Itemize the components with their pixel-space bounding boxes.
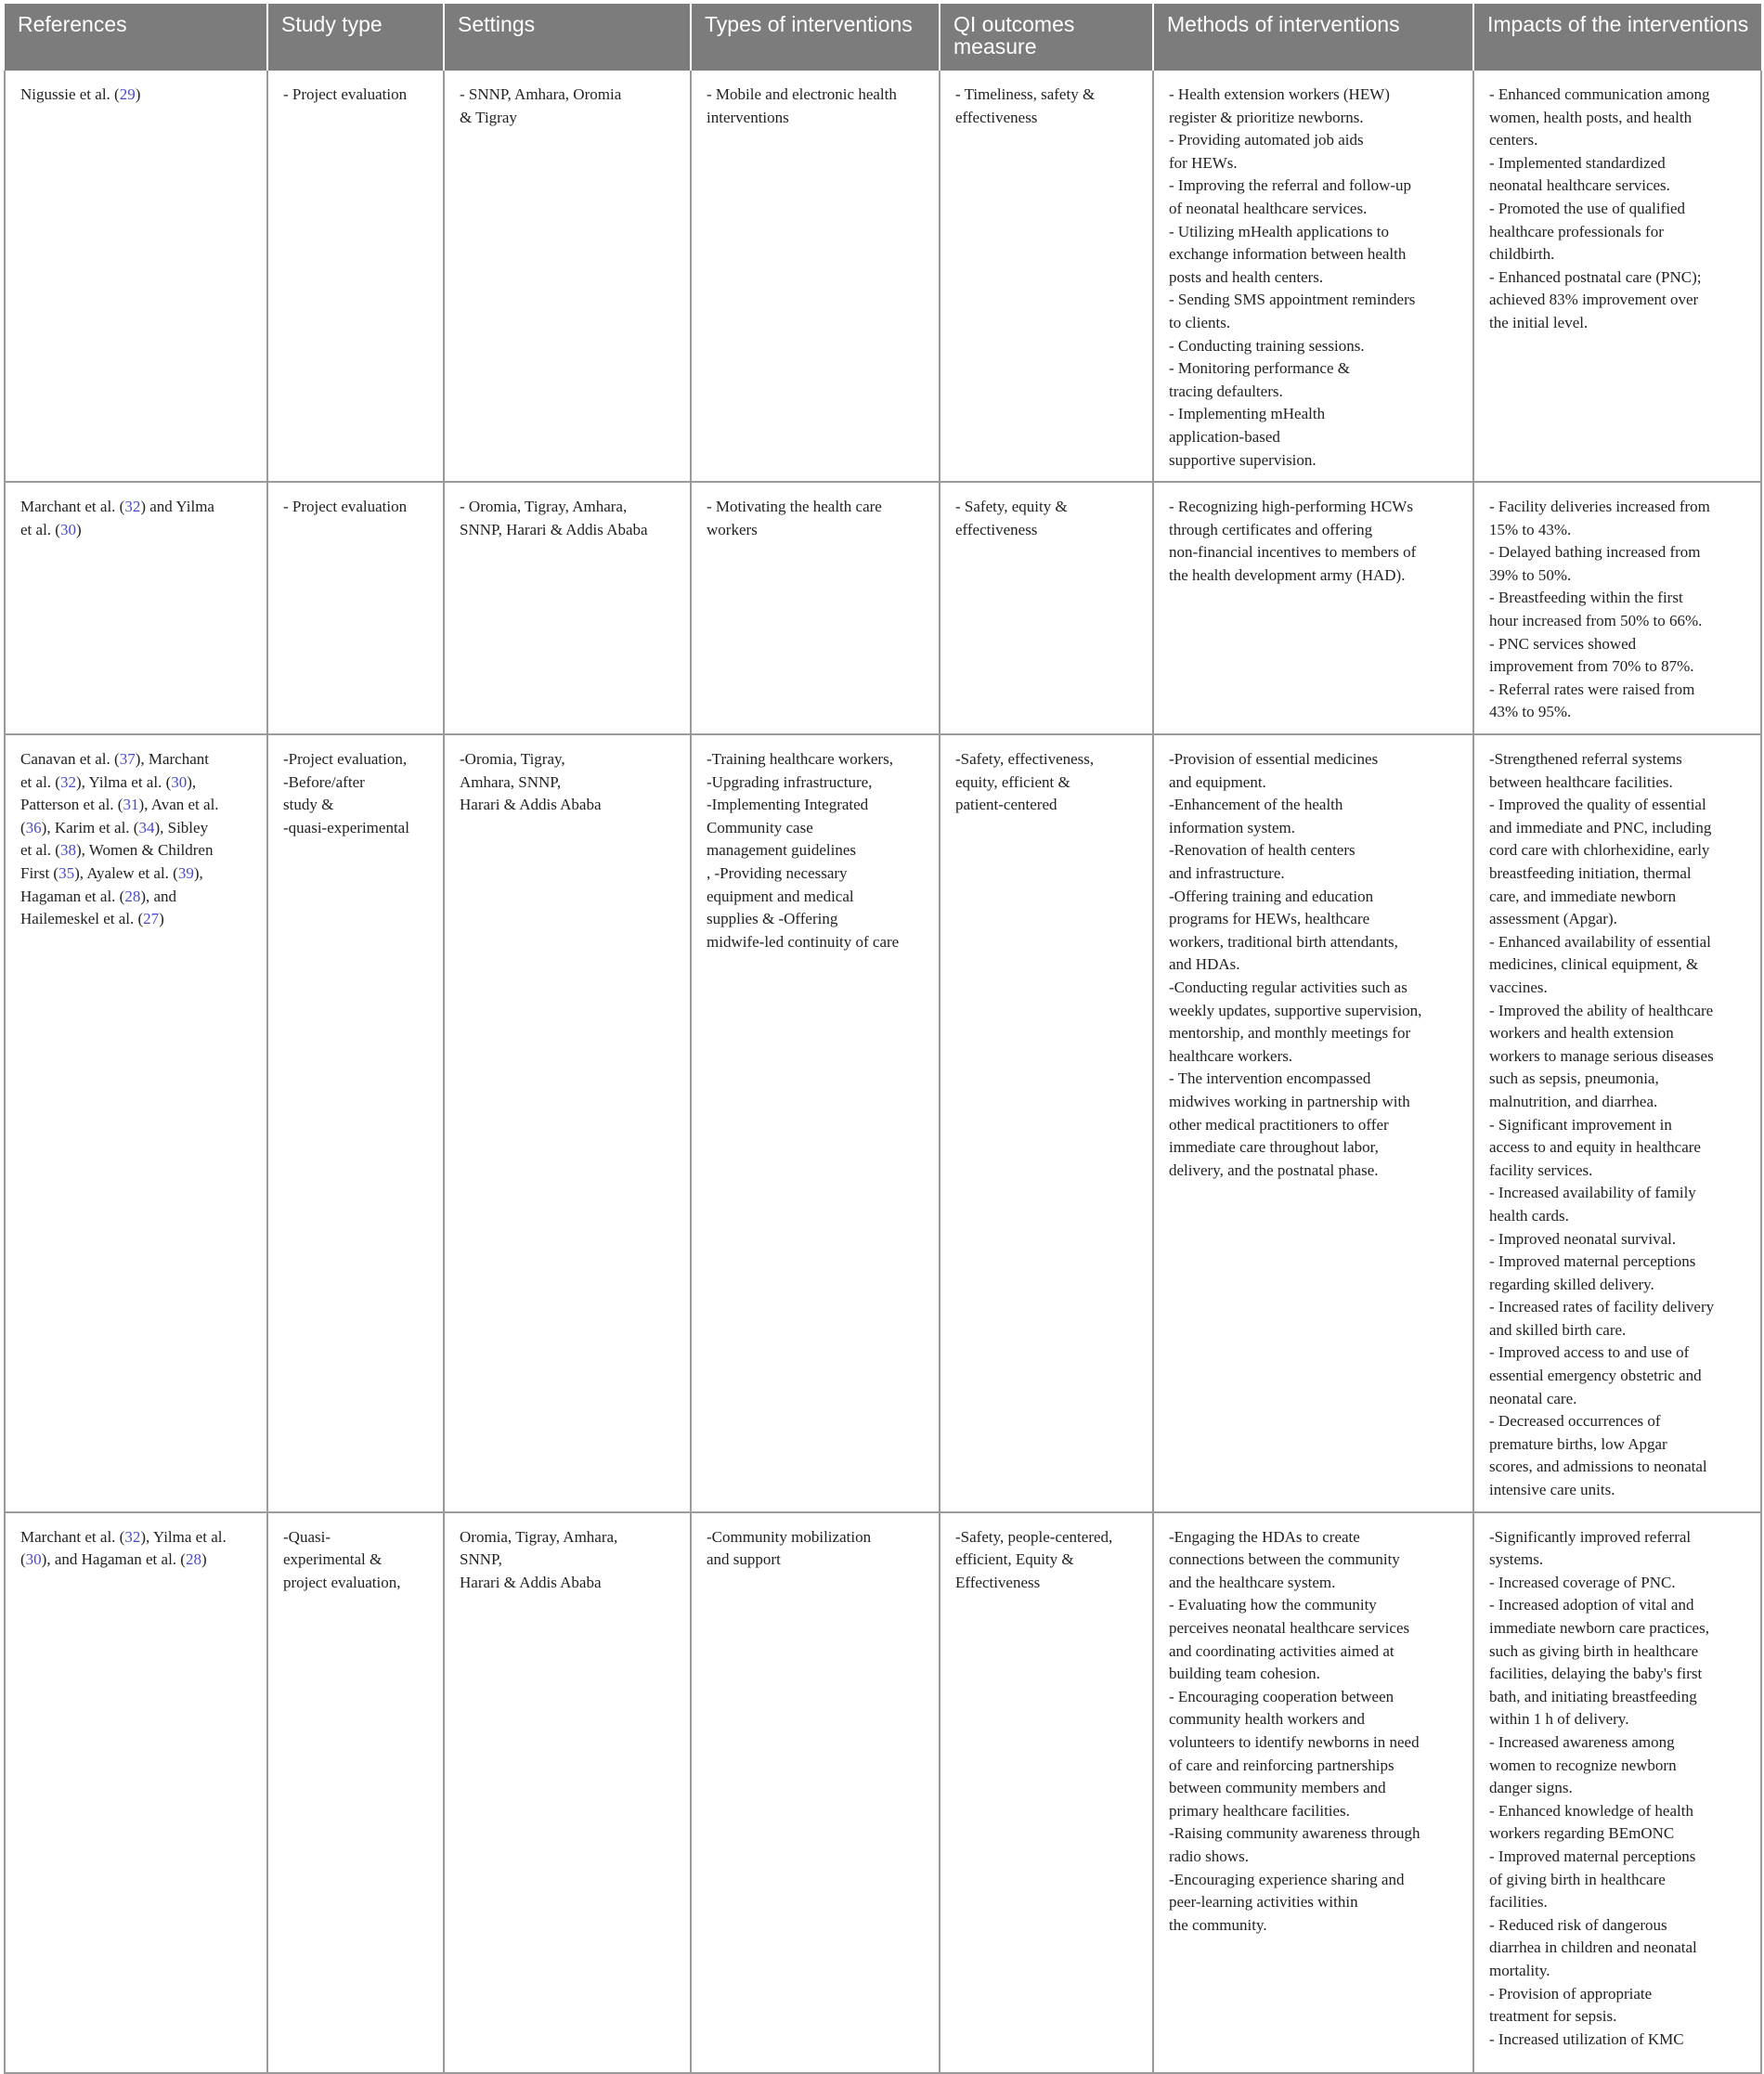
cell-line: weekly updates, supportive supervision, (1169, 1001, 1422, 1019)
cell-line: -Upgrading infrastructure, (707, 772, 873, 791)
reference-text: Nigussie et al. ( (20, 85, 120, 103)
cell-line: within 1 h of delivery. (1489, 1710, 1629, 1729)
cell-line: scores, and admissions to neonatal (1489, 1458, 1707, 1476)
cell-line: - Improved maternal perceptions (1489, 1252, 1696, 1271)
reference-line (20, 84, 257, 107)
methods-cell (1153, 71, 1473, 482)
cell-line: - Increased rates of facility delivery (1489, 1298, 1715, 1316)
interventions-cell (691, 482, 940, 734)
citation-link[interactable]: 39 (177, 864, 194, 882)
cell-line: - Mobile and electronic health (707, 85, 897, 103)
citation-link[interactable]: 34 (138, 818, 155, 836)
citation-link[interactable]: 28 (124, 887, 141, 905)
cell-line: 43% to 95%. (1489, 703, 1572, 721)
table-row (5, 71, 1761, 482)
cell-line: - Improved the quality of essential (1489, 796, 1706, 814)
cell-line: - Monitoring performance & (1169, 359, 1350, 378)
cell-line: - Increased availability of family (1489, 1184, 1696, 1202)
reference-text: ), Marchant (135, 750, 209, 769)
cell-line: and immediate and PNC, including (1489, 818, 1712, 836)
cell-line: -Before/after (283, 772, 365, 791)
cell-line: - The intervention encompassed (1169, 1069, 1371, 1088)
cell-line: peer-learning activities within (1169, 1893, 1358, 1912)
cell-line: equity, efficient & (955, 772, 1070, 791)
cell-line: and support (707, 1550, 781, 1569)
cell-line: workers regarding BEmONC (1489, 1824, 1675, 1843)
header-types-of-interventions: Types of interventions (691, 4, 940, 71)
header-settings: Settings (444, 4, 691, 71)
table-body (5, 71, 1761, 2073)
citation-link[interactable]: 32 (124, 498, 141, 516)
cell-line: connections between the community (1169, 1550, 1400, 1569)
cell-line: - Reduced risk of dangerous (1489, 1915, 1667, 1934)
cell-line: -quasi-experimental (283, 818, 409, 836)
outcomes-cell (940, 482, 1153, 734)
cell-line: - Increased utilization of KMC (1489, 2029, 1684, 2048)
cell-line: - Sending SMS appointment reminders (1169, 291, 1416, 309)
table-row (5, 734, 1761, 1512)
cell-line: midwife-led continuity of care (707, 932, 900, 951)
cell-line: systems. (1489, 1550, 1544, 1569)
cell-line: premature births, low Apgar (1489, 1434, 1667, 1453)
cell-line: experimental & (283, 1550, 383, 1569)
reference-line (20, 794, 257, 817)
reference-text: et al. ( (20, 520, 60, 538)
cell-line: between community members and (1169, 1779, 1386, 1797)
cell-line: - Encouraging cooperation between (1169, 1687, 1394, 1705)
cell-line: and equipment. (1169, 772, 1266, 791)
cell-line: - Improved maternal perceptions (1489, 1847, 1696, 1865)
reference-line (20, 748, 257, 771)
reference-text: ), (187, 772, 197, 791)
cell-line: tracing defaulters. (1169, 382, 1283, 400)
cell-line: access to and equity in healthcare (1489, 1138, 1701, 1157)
impacts-cell (1473, 482, 1761, 734)
cell-line: delivery, and the postnatal phase. (1169, 1160, 1379, 1179)
cell-line: -Community mobilization (707, 1527, 872, 1546)
cell-line: cord care with chlorhexidine, early (1489, 841, 1710, 860)
cell-line: health cards. (1489, 1206, 1569, 1225)
reference-text: ) (135, 85, 141, 103)
cell-line: - Significant improvement in (1489, 1115, 1672, 1134)
cell-line: malnutrition, and diarrhea. (1489, 1092, 1658, 1110)
cell-line: - Enhanced communication among (1489, 85, 1710, 103)
cell-line: - PNC services showed (1489, 634, 1637, 653)
citation-link[interactable]: 30 (25, 1550, 42, 1569)
cell-line: childbirth. (1489, 245, 1555, 264)
cell-line: danger signs. (1489, 1779, 1573, 1797)
cell-line: and coordinating activities aimed at (1169, 1641, 1394, 1660)
cell-line: women to recognize newborn (1489, 1756, 1677, 1774)
cell-line: - Project evaluation (283, 498, 408, 516)
citation-link[interactable]: 37 (119, 750, 136, 769)
reference-text: ) (201, 1550, 207, 1569)
table-container (4, 4, 1760, 2048)
reference-line (20, 519, 257, 542)
cell-line: mortality. (1489, 1961, 1550, 1979)
cell-line: facilities, delaying the baby's first (1489, 1665, 1703, 1683)
reference-text: ), Avan et al. (138, 796, 219, 814)
reference-text: ), (193, 864, 203, 882)
header-methods-of-interventions: Methods of interventions (1153, 4, 1473, 71)
cell-line: - Improving the referral and follow-up (1169, 176, 1412, 195)
cell-line: - Provision of appropriate (1489, 1984, 1653, 2003)
cell-line: - Enhanced knowledge of health (1489, 1801, 1693, 1820)
cell-line: - Breastfeeding within the first (1489, 589, 1683, 607)
cell-line: posts and health centers. (1169, 267, 1324, 286)
cell-line: - Decreased occurrences of (1489, 1412, 1661, 1431)
cell-line: - Improved neonatal survival. (1489, 1229, 1677, 1248)
cell-line: - Delayed bathing increased from (1489, 543, 1701, 562)
cell-line: - Improved the ability of healthcare (1489, 1001, 1714, 1019)
cell-line: immediate care throughout labor, (1169, 1138, 1379, 1157)
outcomes-cell (940, 71, 1153, 482)
reference-text: ), Yilma et al. ( (75, 772, 172, 791)
cell-line: immediate newborn care practices, (1489, 1619, 1709, 1637)
cell-line: care, and immediate newborn (1489, 887, 1677, 905)
cell-line: - Utilizing mHealth applications to (1169, 222, 1390, 240)
cell-line: -Quasi- (283, 1527, 331, 1546)
citation-link[interactable]: 27 (143, 910, 160, 928)
reference-text: ), Karim et al. ( (41, 818, 139, 836)
cell-line: supportive supervision. (1169, 450, 1317, 469)
study-type-cell (267, 734, 444, 1512)
cell-line: -Offering training and education (1169, 887, 1374, 905)
reference-line (20, 771, 257, 795)
reference-line (20, 886, 257, 909)
cell-line: - Implemented standardized (1489, 153, 1666, 172)
reference-line (20, 862, 257, 886)
reference-text: et al. ( (20, 841, 60, 860)
header-qi-outcomes-measure: QI outcomes measure (940, 4, 1153, 71)
header-impacts: Impacts of the interventions (1473, 4, 1761, 71)
cell-line: Harari & Addis Ababa (460, 1573, 602, 1591)
citation-link[interactable]: 28 (185, 1550, 201, 1569)
table-row (5, 1512, 1761, 2073)
settings-cell (444, 71, 691, 482)
outcomes-cell (940, 1512, 1153, 2073)
cell-line: diarrhea in children and neonatal (1489, 1938, 1697, 1957)
cell-line: - Enhanced availability of essential (1489, 932, 1711, 951)
citation-link[interactable]: 35 (58, 864, 75, 882)
cell-line: - Conducting training sessions. (1169, 336, 1365, 355)
cell-line: for HEWs. (1169, 153, 1238, 172)
cell-line: equipment and medical (707, 887, 854, 905)
citation-link[interactable]: 29 (119, 85, 136, 103)
cell-line: intensive care units. (1489, 1481, 1615, 1499)
cell-line: achieved 83% improvement over (1489, 291, 1699, 309)
reference-text: Canavan et al. ( (20, 750, 120, 769)
settings-cell (444, 734, 691, 1512)
header-row (5, 4, 1761, 71)
reference-text: ), and Hagaman et al. ( (41, 1550, 186, 1569)
cell-line: - Implementing mHealth (1169, 405, 1326, 423)
reference-text: Hailemeskel et al. ( (20, 910, 144, 928)
cell-line: workers, traditional birth attendants, (1169, 932, 1398, 951)
reference-text: ), Women & Children (75, 841, 214, 860)
cell-line: neonatal healthcare services. (1489, 176, 1670, 195)
cell-line: - Providing automated job aids (1169, 131, 1364, 149)
cell-line: mentorship, and monthly meetings for (1169, 1024, 1411, 1043)
cell-line: treatment for sepsis. (1489, 2007, 1617, 2026)
cell-line: -Oromia, Tigray, (460, 750, 565, 769)
cell-line: SNNP, Harari & Addis Ababa (460, 520, 648, 538)
cell-line: and skilled birth care. (1489, 1320, 1627, 1339)
reference-text: ), Ayalew et al. ( (74, 864, 178, 882)
cell-line: through certificates and offering (1169, 520, 1373, 538)
reference-text: First ( (20, 864, 59, 882)
interventions-cell (691, 71, 940, 482)
reference-text: ( (20, 1550, 26, 1569)
cell-line: the initial level. (1489, 313, 1589, 331)
cell-line: - Improved access to and use of (1489, 1343, 1690, 1362)
cell-line: primary healthcare facilities. (1169, 1801, 1350, 1820)
cell-line: midwives working in partnership with (1169, 1092, 1410, 1110)
cell-line: - Facility deliveries increased from (1489, 498, 1710, 516)
cell-line: -Safety, people-centered, (955, 1527, 1113, 1546)
cell-line: women, health posts, and health (1489, 108, 1693, 126)
citation-link[interactable]: 30 (59, 520, 76, 538)
cell-line: -Conducting regular activities such as (1169, 978, 1407, 996)
cell-line: & Tigray (460, 108, 517, 126)
cell-line: centers. (1489, 131, 1538, 149)
cell-line: the community. (1169, 1915, 1267, 1934)
reference-text: ), and (140, 887, 177, 905)
cell-line: patient-centered (955, 796, 1057, 814)
citation-link[interactable]: 32 (124, 1527, 141, 1546)
cell-line: efficient, Equity & (955, 1550, 1074, 1569)
reference-line (20, 1526, 257, 1549)
cell-line: -Strengthened referral systems (1489, 750, 1682, 769)
citation-link[interactable]: 31 (123, 796, 139, 814)
citation-link[interactable]: 30 (171, 772, 188, 791)
cell-line: - Safety, equity & (955, 498, 1068, 516)
cell-line: - Increased coverage of PNC. (1489, 1573, 1676, 1591)
cell-line: and HDAs. (1169, 955, 1240, 974)
study-type-cell (267, 482, 444, 734)
cell-line: management guidelines (707, 841, 856, 860)
cell-line: exchange information between health (1169, 245, 1407, 264)
reference-text: ) and Yilma (140, 498, 214, 516)
impacts-cell (1473, 1512, 1761, 2073)
cell-line: assessment (Apgar). (1489, 910, 1617, 928)
cell-line: project evaluation, (283, 1573, 401, 1591)
reference-text: ), Yilma et al. (140, 1527, 227, 1546)
outcomes-cell (940, 734, 1153, 1512)
cell-line: , -Providing necessary (707, 864, 848, 882)
cell-line: - Timeliness, safety & (955, 85, 1096, 103)
reference-text: ( (20, 818, 26, 836)
cell-line: such as giving birth in healthcare (1489, 1641, 1699, 1660)
cell-line: - Promoted the use of qualified (1489, 199, 1686, 217)
cell-line: facility services. (1489, 1160, 1593, 1179)
interventions-cell (691, 1512, 940, 2073)
cell-line: hour increased from 50% to 66%. (1489, 612, 1703, 630)
cell-line: 39% to 50%. (1489, 565, 1572, 584)
cell-line: radio shows. (1169, 1847, 1249, 1865)
cell-line: - SNNP, Amhara, Oromia (460, 85, 622, 103)
reference-text: Marchant et al. ( (20, 498, 125, 516)
cell-line: - Increased awareness among (1489, 1732, 1675, 1751)
cell-line: register & prioritize newborns. (1169, 108, 1364, 126)
citation-link[interactable]: 38 (59, 841, 76, 860)
cell-line: community health workers and (1169, 1710, 1366, 1729)
cell-line: effectiveness (955, 108, 1038, 126)
citation-link[interactable]: 36 (25, 818, 42, 836)
methods-cell (1153, 734, 1473, 1512)
cell-line: - Recognizing high-performing HCWs (1169, 498, 1413, 516)
cell-line: effectiveness (955, 520, 1038, 538)
cell-line: the health development army (HAD). (1169, 565, 1406, 584)
cell-line: information system. (1169, 818, 1295, 836)
cell-line: such as sepsis, pneumonia, (1489, 1069, 1659, 1088)
cell-line: -Provision of essential medicines (1169, 750, 1379, 769)
cell-line: study & (283, 796, 334, 814)
methods-cell (1153, 482, 1473, 734)
cell-line: volunteers to identify newborns in need (1169, 1732, 1420, 1751)
settings-cell (444, 1512, 691, 2073)
cell-line: programs for HEWs, healthcare (1169, 910, 1370, 928)
cell-line: improvement from 70% to 87%. (1489, 657, 1694, 676)
reference-text: ) (75, 520, 82, 538)
cell-line: of giving birth in healthcare (1489, 1870, 1666, 1888)
cell-line: - Enhanced postnatal care (PNC); (1489, 267, 1702, 286)
cell-line: workers and health extension (1489, 1024, 1674, 1043)
cell-line: -Project evaluation, (283, 750, 408, 769)
cell-line: -Safety, effectiveness, (955, 750, 1095, 769)
references-cell (5, 734, 267, 1512)
cell-line: - Oromia, Tigray, Amhara, (460, 498, 628, 516)
cell-line: Community case (707, 818, 813, 836)
citation-link[interactable]: 32 (59, 772, 76, 791)
cell-line: neonatal care. (1489, 1389, 1577, 1407)
cell-line: workers (707, 520, 758, 538)
impacts-cell (1473, 71, 1761, 482)
references-cell (5, 1512, 267, 2073)
cell-line: workers to manage serious diseases (1489, 1046, 1714, 1065)
cell-line: - Referral rates were raised from (1489, 680, 1695, 698)
cell-line: Harari & Addis Ababa (460, 796, 602, 814)
cell-line: - Project evaluation (283, 85, 408, 103)
cell-line: -Raising community awareness through (1169, 1824, 1420, 1843)
cell-line: -Implementing Integrated (707, 796, 869, 814)
cell-line: - Increased adoption of vital and (1489, 1596, 1694, 1614)
cell-line: and infrastructure. (1169, 864, 1285, 882)
cell-line: vaccines. (1489, 978, 1548, 996)
cell-line: -Engaging the HDAs to create (1169, 1527, 1360, 1546)
cell-line: Amhara, SNNP, (460, 772, 562, 791)
cell-line: perceives neonatal healthcare services (1169, 1619, 1410, 1637)
cell-line: -Enhancement of the health (1169, 796, 1343, 814)
cell-line: essential emergency obstetric and (1489, 1367, 1702, 1385)
cell-line: - Health extension workers (HEW) (1169, 85, 1390, 103)
table-row (5, 482, 1761, 734)
study-type-cell (267, 1512, 444, 2073)
cell-line: facilities. (1489, 1893, 1548, 1912)
cell-line: healthcare professionals for (1489, 222, 1664, 240)
reference-line (20, 496, 257, 519)
study-type-cell (267, 71, 444, 482)
cell-line: - Motivating the health care (707, 498, 882, 516)
reference-text: Patterson et al. ( (20, 796, 123, 814)
cell-line: of neonatal healthcare services. (1169, 199, 1368, 217)
cell-line: and the healthcare system. (1169, 1573, 1336, 1591)
reference-line (20, 839, 257, 862)
cell-line: of care and reinforcing partnerships (1169, 1756, 1394, 1774)
cell-line: -Renovation of health centers (1169, 841, 1355, 860)
cell-line: breastfeeding initiation, thermal (1489, 864, 1692, 882)
cell-line: Effectiveness (955, 1573, 1041, 1591)
reference-text: ) (159, 910, 164, 928)
cell-line: -Encouraging experience sharing and (1169, 1870, 1405, 1888)
cell-line: building team cohesion. (1169, 1665, 1320, 1683)
cell-line: to clients. (1169, 313, 1231, 331)
methods-cell (1153, 1512, 1473, 2073)
cell-line: -Training healthcare workers, (707, 750, 893, 769)
reference-text: ), Sibley (154, 818, 209, 836)
cell-line: -Significantly improved referral (1489, 1527, 1692, 1546)
cell-line: Oromia, Tigray, Amhara, (460, 1527, 618, 1546)
reference-line (20, 817, 257, 840)
header-study-type: Study type (267, 4, 444, 71)
header-references: References (5, 4, 267, 71)
cell-line: regarding skilled delivery. (1489, 1275, 1654, 1293)
settings-cell (444, 482, 691, 734)
reference-text: Marchant et al. ( (20, 1527, 125, 1546)
references-cell (5, 71, 267, 482)
cell-line: other medical practitioners to offer (1169, 1115, 1389, 1134)
cell-line: medicines, clinical equipment, & (1489, 955, 1699, 974)
reference-line (20, 908, 257, 931)
reference-line (20, 1549, 257, 1572)
cell-line: between healthcare facilities. (1489, 772, 1673, 791)
reference-text: Hagaman et al. ( (20, 887, 125, 905)
cell-line: application-based (1169, 427, 1280, 446)
cell-line: SNNP, (460, 1550, 502, 1569)
reference-text: et al. ( (20, 772, 60, 791)
interventions-table (4, 4, 1762, 2074)
cell-line: 15% to 43%. (1489, 520, 1572, 538)
cell-line: non-financial incentives to members of (1169, 543, 1417, 562)
cell-line: bath, and initiating breastfeeding (1489, 1687, 1697, 1705)
references-cell (5, 482, 267, 734)
cell-line: interventions (707, 108, 789, 126)
cell-line: healthcare workers. (1169, 1046, 1293, 1065)
impacts-cell (1473, 734, 1761, 1512)
cell-line: - Evaluating how the community (1169, 1596, 1377, 1614)
cell-line: supplies & -Offering (707, 910, 838, 928)
interventions-cell (691, 734, 940, 1512)
